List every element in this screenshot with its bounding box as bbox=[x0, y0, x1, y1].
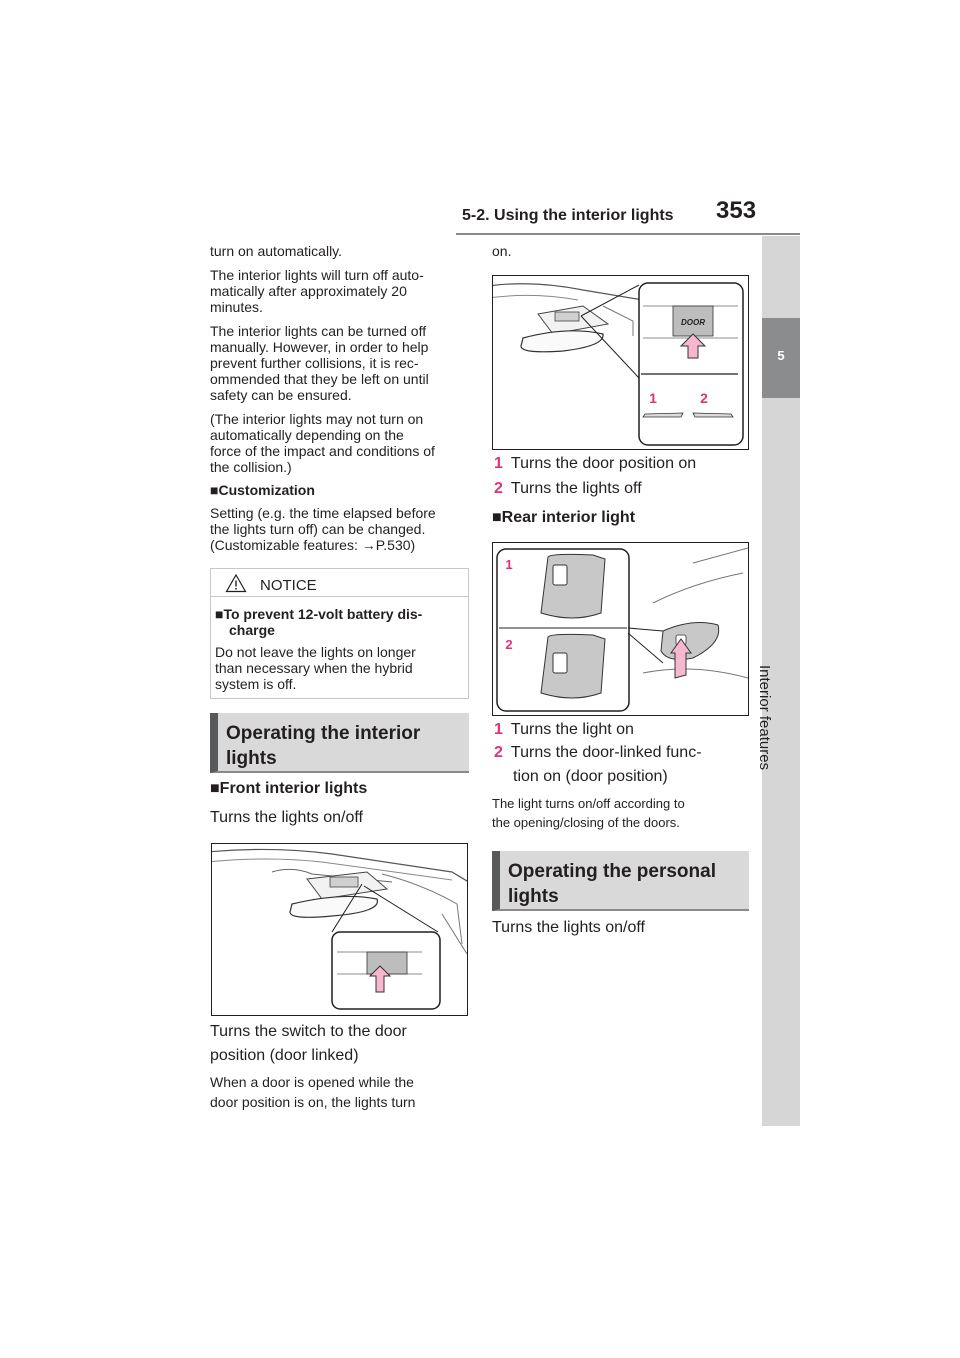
paragraph-continuation: turn on automatically. bbox=[210, 243, 343, 259]
paragraph-manual-off: The interior lights can be turned off manually. However, in order to help prevent further collisions, it is rec- ommended that they be left on until safety can be ensured. bbox=[210, 323, 429, 403]
rear-position-label-2: 2 bbox=[505, 637, 513, 652]
customization-heading: ■Customization bbox=[210, 482, 315, 498]
customization-body: Setting (e.g. the time elapsed before the lights turn off) can be changed. (Customizable features: →P.530) bbox=[210, 505, 436, 553]
paragraph-continuation-right: on. bbox=[492, 243, 512, 259]
rear-light-note: The light turns on/off according to the opening/closing of the doors. bbox=[492, 796, 685, 830]
paragraph-auto-off: The interior lights will turn off auto- matically after approximately 20 minutes. bbox=[210, 267, 424, 315]
notice-header bbox=[211, 569, 468, 597]
position-label-1: 1 bbox=[649, 390, 657, 406]
chapter-number: 5 bbox=[777, 348, 785, 363]
notice-title: NOTICE bbox=[260, 577, 317, 594]
switch-text: Turns the switch to the door position (door linked) bbox=[210, 1023, 407, 1064]
door-position-illustration bbox=[492, 275, 749, 450]
rear-step-2: 2 Turns the door-linked func- tion on (door position) bbox=[494, 744, 702, 785]
rear-interior-light-heading: ■Rear interior light bbox=[492, 509, 636, 526]
door-linked-description: When a door is opened while the door position is on, the lights turn bbox=[210, 1074, 416, 1110]
rear-position-label-1: 1 bbox=[505, 557, 513, 572]
front-interior-lights-heading: ■Front interior lights bbox=[210, 780, 368, 797]
rear-interior-light-illustration bbox=[492, 542, 749, 716]
rear-step-1: 1 Turns the light on bbox=[494, 721, 634, 738]
section-heading-personal-lights: Operating the personal lights bbox=[492, 851, 749, 911]
paragraph-impact-note: (The interior lights may not turn on automatically depending on the force of the impact and conditions of the collision.) bbox=[210, 411, 435, 475]
step-2: 2 Turns the lights off bbox=[494, 480, 642, 497]
running-header-title: 5-2. Using the interior lights bbox=[462, 207, 674, 224]
notice-subheading: ■To prevent 12-volt battery dis- charge bbox=[215, 606, 423, 638]
door-switch-label: DOOR bbox=[681, 318, 705, 327]
header-rule bbox=[456, 233, 800, 235]
position-label-2: 2 bbox=[700, 390, 708, 406]
step-1: 1 Turns the door position on bbox=[494, 455, 697, 472]
section-heading-interior-lights: Operating the interior lights bbox=[210, 713, 469, 773]
page-number: 353 bbox=[716, 197, 757, 224]
front-lights-text: Turns the lights on/off bbox=[210, 809, 363, 826]
personal-lights-text: Turns the lights on/off bbox=[492, 919, 645, 936]
notice-body: Do not leave the lights on longer than necessary when the hybrid system is off. bbox=[215, 644, 416, 692]
front-interior-lights-illustration bbox=[211, 843, 468, 1016]
chapter-title: Interior features bbox=[756, 665, 773, 771]
notice-box bbox=[210, 568, 469, 699]
warning-triangle-icon bbox=[225, 573, 247, 593]
